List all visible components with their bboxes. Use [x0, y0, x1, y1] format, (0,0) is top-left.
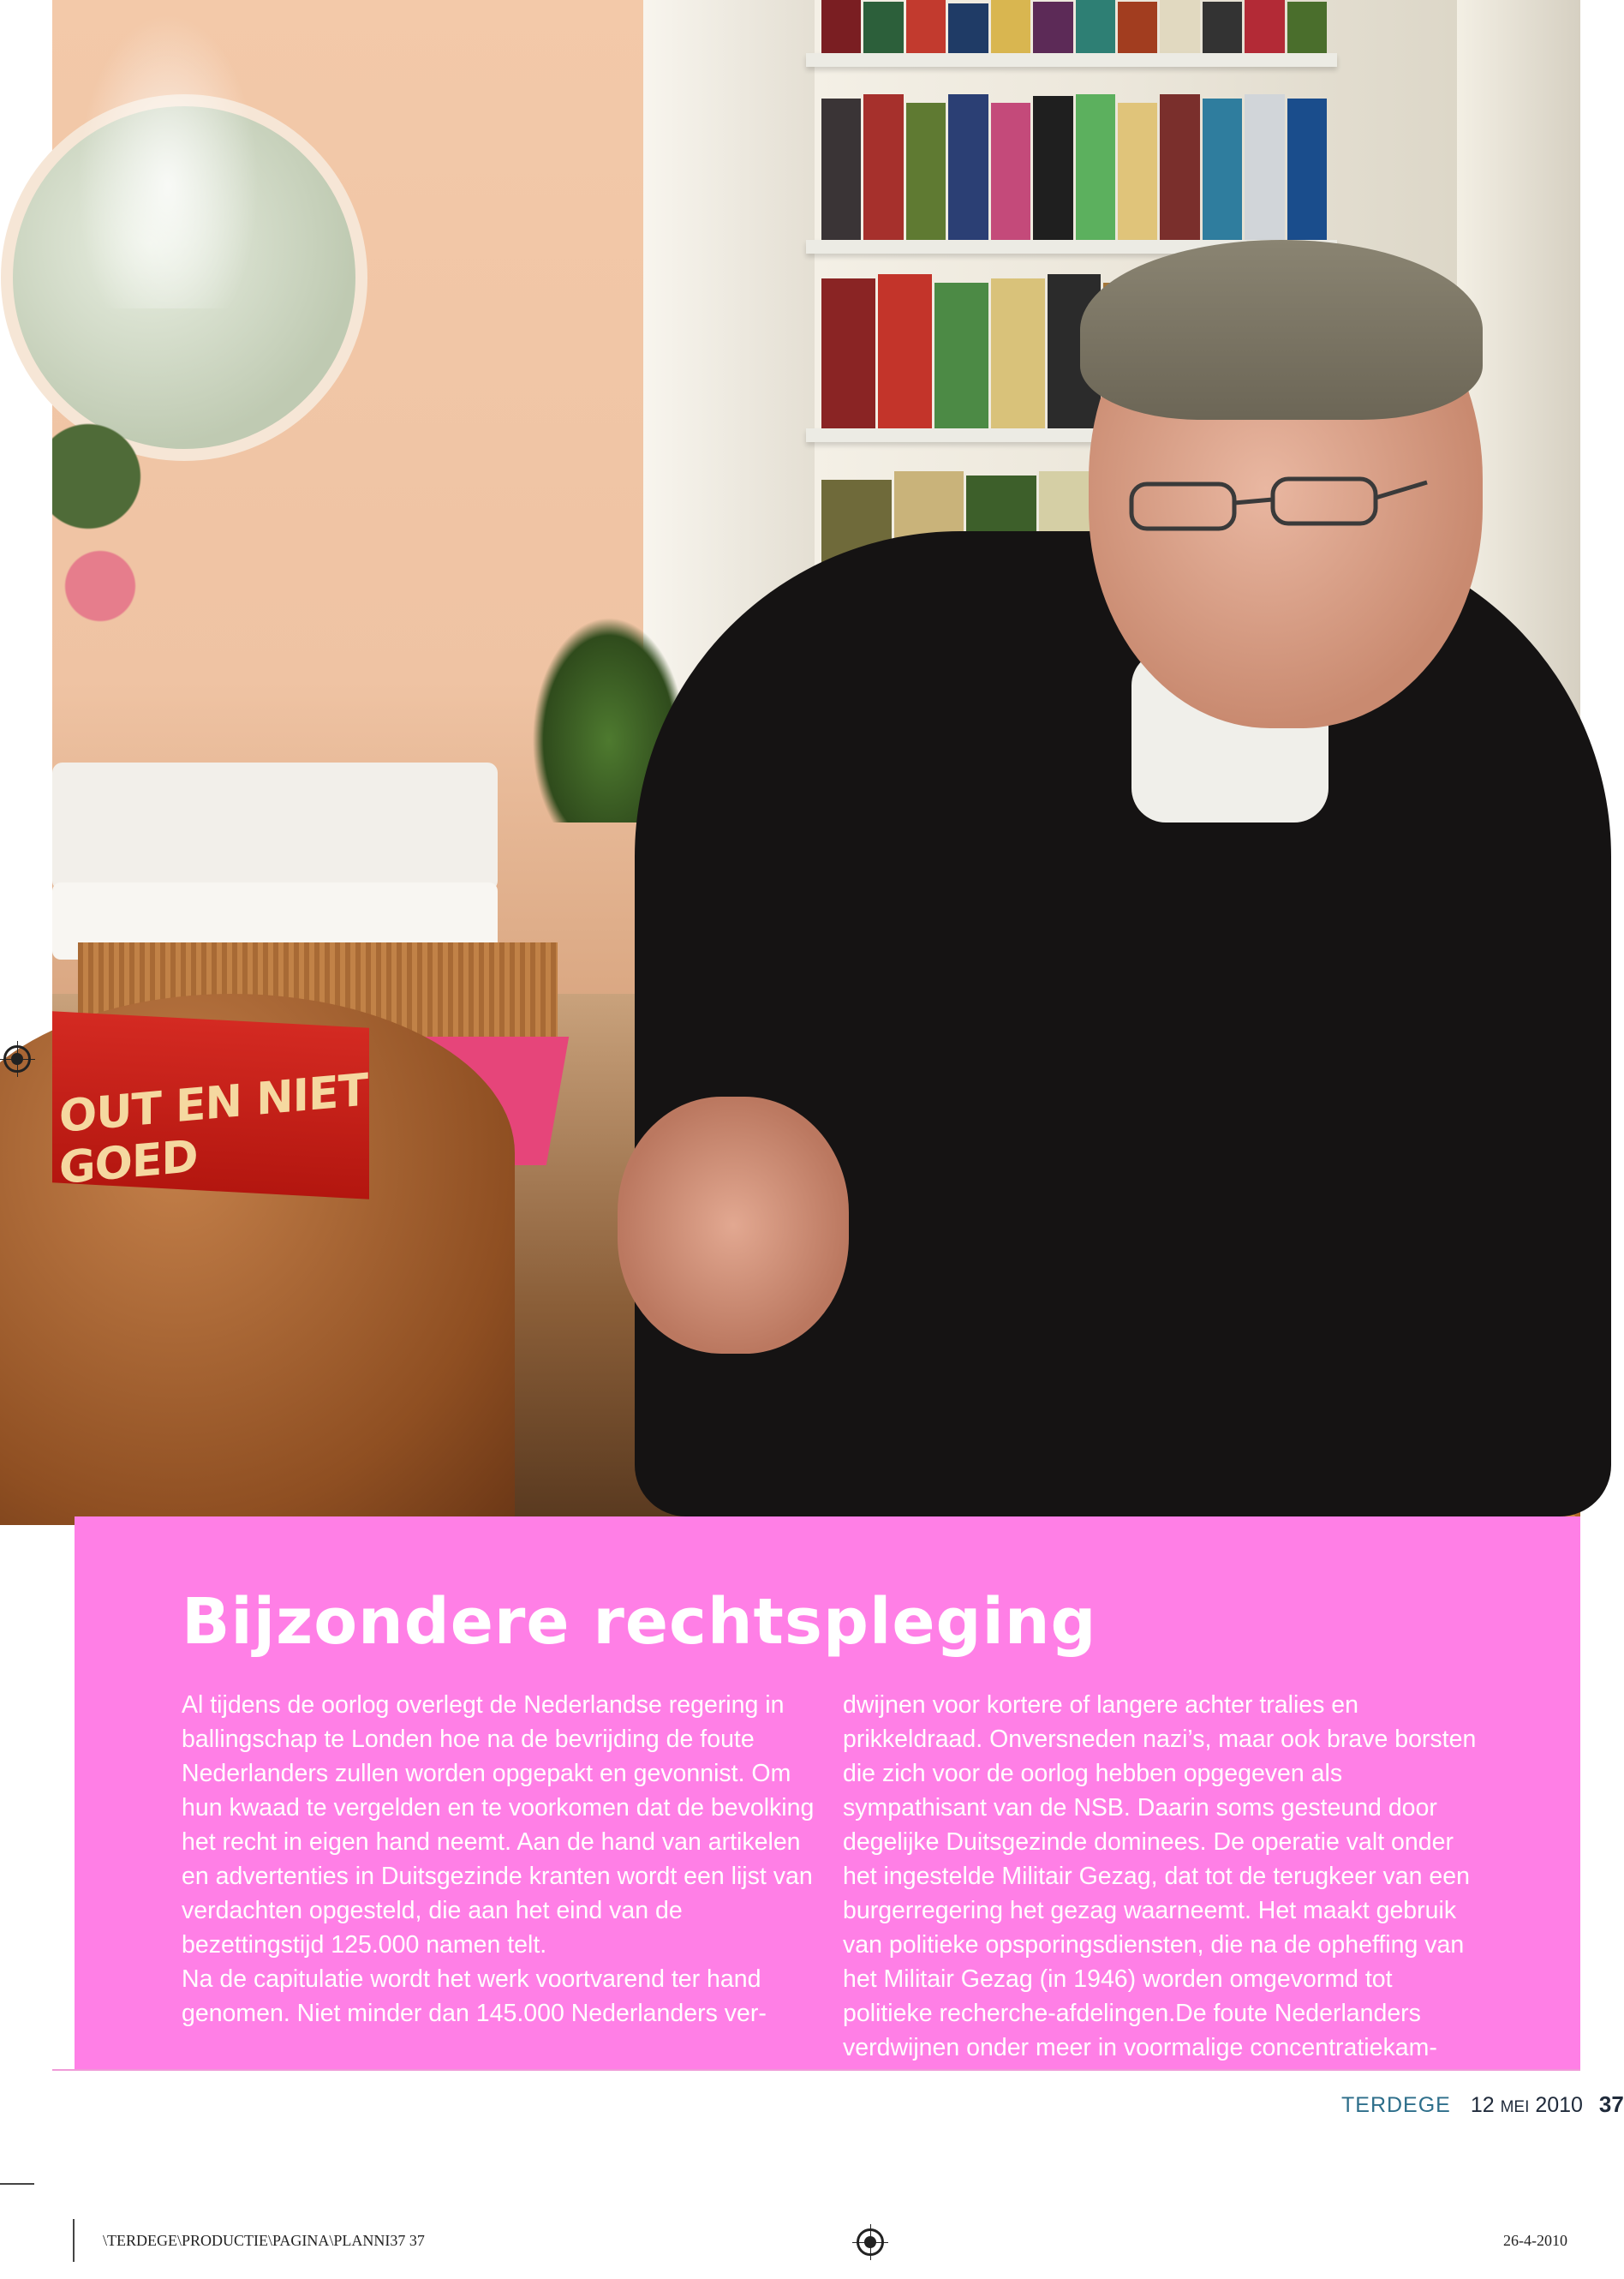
folded-hands — [618, 1097, 849, 1354]
flower-bouquet — [52, 394, 172, 668]
print-slug-path: \TERDEGE\PRODUCTIE\PAGINA\PLANNI37 37 — [103, 2232, 425, 2249]
chandelier — [69, 0, 266, 308]
shelf-books-1 — [821, 0, 1327, 53]
shelf-books-2 — [821, 94, 1327, 240]
band-divider — [52, 2069, 1580, 2071]
issue-day: 12 — [1470, 2093, 1495, 2117]
article-photo — [52, 0, 1580, 1516]
paragraph: dwijnen voor kortere of langere achter tralies en prikkeldraad. Onversneden nazi’s, maar ook brave borsten die zich voor de oorlog hebben opgegeven als sympathisant van de NSB. Daarin soms gesteund door degelijke Duitsgezinde dominees. De operatie valt onder het ingestelde Militair Gezag, dat tot de terugkeer van een burgerregering het gezag waarneemt. Het maakt gebruik van politieke opsporingsdiensten, die na de opheffing van het Militair Gezag (in 1946) worden omgevormd tot politieke recherche-afdelingen.De foute Nederlanders verdwijnen onder meer in voormalige concentratiekam- — [843, 1691, 1477, 2061]
sofa-back — [52, 763, 498, 891]
page-number: 37 — [1598, 2091, 1624, 2117]
registration-mark-icon — [3, 1045, 31, 1073]
paragraph: Na de capitulatie wordt het werk voortvarend ter hand genomen. Niet minder dan 145.000 Nederlanders ver- — [182, 1965, 767, 2027]
book-cover-text: OUT EN NIET GOED — [59, 1064, 368, 1195]
issue-year: 2010 — [1535, 2093, 1583, 2117]
registration-mark-icon — [857, 2228, 884, 2256]
article-column-1 — [182, 1688, 815, 2031]
print-slug-date: 26-4-2010 — [1503, 2232, 1567, 2249]
man-hair — [1080, 240, 1483, 420]
article-band — [75, 1516, 1580, 2069]
page-footer — [1341, 2091, 1624, 2118]
glasses — [1123, 476, 1431, 535]
crop-mark — [0, 2183, 34, 2185]
issue-month: MEI — [1500, 2098, 1530, 2116]
magazine-name: TERDEGE — [1341, 2093, 1451, 2117]
man-dark-sweater — [635, 531, 1611, 1516]
article-column-2 — [843, 1688, 1477, 2065]
red-book — [52, 1011, 369, 1199]
article-headline: Bijzondere rechtspleging — [182, 1585, 1097, 1659]
paragraph: Al tijdens de oorlog overlegt de Nederlandse regering in ballingschap te Londen hoe na de bevrijding de foute Nederlanders zullen worden opgepakt en gevonnist. Om hun kwaad te vergelden en te voorkomen dat de bevolking het recht in eigen hand neemt. Aan de hand van artikelen en advertenties in Duitsgezinde kranten wordt een lijst van verdachten opgesteld, die aan het eind van de bezettingstijd 125.000 namen telt. — [182, 1691, 815, 1959]
crop-mark — [73, 2219, 75, 2262]
shelf-board — [806, 53, 1337, 67]
